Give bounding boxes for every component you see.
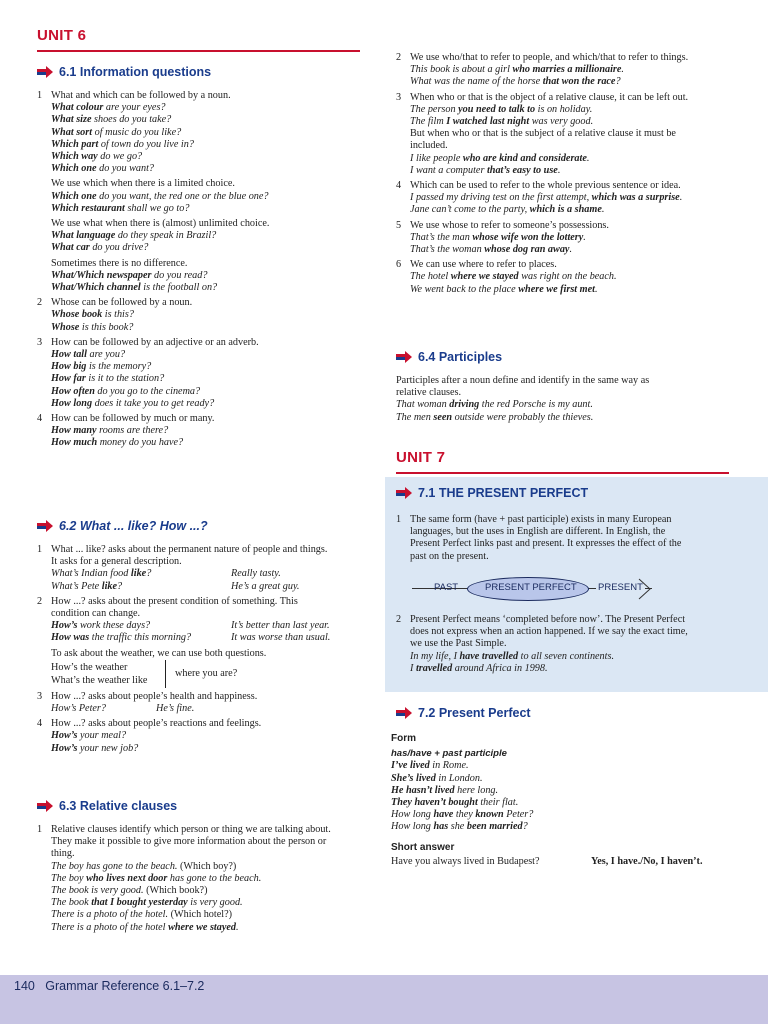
item-number: 1 <box>37 824 43 835</box>
rule-text: When who or that is the object of a relative clause, it can be left out. <box>410 91 689 103</box>
example-question: How’s work these days? <box>51 620 151 632</box>
example-sentence: Jane can’t come to the party, which is a shame. <box>410 204 605 216</box>
example-sentence: What was the name of the horse that won the race? <box>410 76 621 88</box>
example-list <box>37 349 367 410</box>
example-list <box>37 270 367 294</box>
section-7-1-body <box>396 514 736 563</box>
example-sentence: How long does it take you to get ready? <box>51 397 215 409</box>
example-sentence: How long has she been married? <box>391 821 528 833</box>
example-sentence: I’ve lived in Rome. <box>391 760 469 772</box>
example-sentence: How long have they known Peter? <box>391 809 534 821</box>
example-list <box>396 153 736 177</box>
rule-text-line: They make it possible to give more information about the person or <box>51 836 327 848</box>
section-7-2-title: 7.2 Present Perfect <box>418 706 531 720</box>
section-arrow-icon <box>37 800 53 812</box>
section-7-1-title: 7.1 THE PRESENT PERFECT <box>418 486 589 500</box>
rule-text-line: past on the present. <box>410 550 489 562</box>
example-sentence: There is a photo of the hotel where we stayed. <box>51 921 239 933</box>
section-arrow-icon <box>396 487 412 499</box>
rule-text: relative clauses. <box>396 387 462 399</box>
example-list <box>391 760 736 833</box>
item-number: 2 <box>396 52 402 63</box>
item-number: 2 <box>396 614 402 625</box>
short-answer-question: Have you always lived in Budapest? <box>391 855 540 867</box>
section-6-2-heading <box>37 520 208 532</box>
example-list <box>396 192 736 216</box>
example-sentence: What sort of music do you like? <box>51 126 182 138</box>
example-sentence: The person you need to talk to is on holiday. <box>410 103 593 115</box>
item-number: 4 <box>37 718 43 730</box>
example-sentence: I want a computer that’s easy to use. <box>410 164 561 176</box>
item-number: 1 <box>37 90 43 101</box>
example-sentence: She’s lived in London. <box>391 772 483 784</box>
footer-text <box>14 980 204 992</box>
weather-question-1: How’s the weather <box>51 661 128 673</box>
qa-example <box>37 620 367 632</box>
example-sentence: The film I watched last night was very good. <box>410 116 594 128</box>
item-number: 3 <box>37 336 43 348</box>
unit-6-title: UNIT 6 <box>37 27 87 44</box>
section-6-3-body-left <box>37 824 367 934</box>
form-rule: has/have + past participle <box>391 748 507 760</box>
section-6-3-heading <box>37 800 177 812</box>
rule-text: We use who/that to refer to people, and which/that to refer to things. <box>410 52 689 63</box>
section-6-1-title: 6.1 Information questions <box>59 65 212 79</box>
unit-7-rule <box>396 472 729 474</box>
page-footer <box>0 975 768 1024</box>
example-sentence: What colour are your eyes? <box>51 102 166 114</box>
item-number: 1 <box>396 514 402 525</box>
example-sentence: What size shoes do you take? <box>51 114 172 126</box>
rule-text-lines <box>51 824 331 861</box>
example-list <box>396 104 736 128</box>
example-answer: It was worse than usual. <box>231 632 331 644</box>
example-sentence: What/Which channel is the football on? <box>51 282 218 294</box>
item-number: 2 <box>37 595 43 607</box>
qa-example-list <box>37 568 367 592</box>
section-6-4-heading <box>396 351 502 363</box>
example-answer: He’s fine. <box>156 703 195 715</box>
example-sentence: I passed my driving test on the first attempt, which was a surprise. <box>410 192 683 204</box>
section-6-1-body <box>37 90 367 450</box>
section-7-1-heading <box>396 487 588 499</box>
example-sentence: What/Which newspaper do you read? <box>51 269 208 281</box>
section-6-4-body <box>396 375 736 424</box>
rule-text-line: Relative clauses identify which person or thing we are talking about. <box>51 824 331 835</box>
rule-text: Sometimes there is no difference. <box>51 257 188 269</box>
section-6-1-heading <box>37 66 211 78</box>
example-list <box>396 271 736 295</box>
example-sentence: Which way do we go? <box>51 151 143 163</box>
example-list <box>37 102 367 175</box>
form-label: Form <box>391 733 416 744</box>
rule-text-line: The same form (have + past participle) exists in many European <box>410 514 672 525</box>
rule-text-line: Present Perfect links past and present. It expresses the effect of the <box>410 538 682 550</box>
section-arrow-icon <box>396 707 412 719</box>
rule-text-lines <box>410 514 681 563</box>
short-answer-row <box>391 856 736 868</box>
example-sentence: That’s the man whose wife won the lottery. <box>410 231 586 243</box>
item-number: 2 <box>37 297 43 309</box>
qa-example-list <box>37 620 367 644</box>
example-sentence: The book that I bought yesterday is very good. <box>51 897 243 909</box>
example-question: What’s Indian food like? <box>51 568 152 580</box>
example-sentence: Whose is this book? <box>51 321 134 333</box>
weather-question-2: What’s the weather like <box>51 674 148 686</box>
example-sentence: I travelled around Africa in 1998. <box>410 662 548 674</box>
example-sentence: The boy who lives next door has gone to the beach. <box>51 872 262 884</box>
example-sentence: What car do you drive? <box>51 242 149 254</box>
timeline-label-present-perfect: PRESENT PERFECT <box>485 582 577 593</box>
example-answer: Really tasty. <box>231 568 281 580</box>
item-number: 5 <box>396 219 402 231</box>
weather-question-ending: where you are? <box>175 667 238 679</box>
present-perfect-timeline <box>412 576 652 602</box>
item-number: 1 <box>37 544 43 555</box>
example-sentence: The men seen outside were probably the thieves. <box>396 411 594 423</box>
example-sentence: That woman driving the red Porsche is my aunt. <box>396 399 593 411</box>
section-arrow-icon <box>37 66 53 78</box>
rule-text: We use which when there is a limited choice. <box>51 178 235 190</box>
section-arrow-icon <box>396 351 412 363</box>
example-sentence: The boy has gone to the beach. (Which boy?) <box>51 860 237 872</box>
example-sentence: The book is very good. (Which book?) <box>51 885 208 897</box>
brace-line <box>165 660 166 688</box>
rule-text: How ...? asks about people’s reactions and feelings. <box>51 718 262 730</box>
example-sentence: Which restaurant shall we go to? <box>51 202 190 214</box>
rule-text: How can be followed by much or many. <box>51 413 215 425</box>
example-sentence: How much money do you have? <box>51 437 184 449</box>
section-7-2-heading <box>396 707 531 719</box>
rule-text-line: we use the Past Simple. <box>410 638 507 650</box>
footer-label: Grammar Reference 6.1–7.2 <box>45 979 205 993</box>
example-list <box>37 730 367 754</box>
rule-text-line: languages, but the uses in English are different. In English, the <box>410 526 666 538</box>
section-6-2-body <box>37 544 367 755</box>
unit-7-title: UNIT 7 <box>396 449 446 466</box>
unit-6-rule <box>37 50 360 52</box>
timeline-arrow-icon <box>638 578 652 600</box>
rule-text: How ...? asks about the present condition of something. This <box>51 595 298 607</box>
example-sentence: How many rooms are there? <box>51 425 169 437</box>
weather-question-group <box>37 660 367 688</box>
example-sentence: There is a photo of the hotel. (Which hotel?) <box>51 909 232 921</box>
short-answer-label: Short answer <box>391 841 455 853</box>
qa-example <box>37 568 367 580</box>
example-list <box>37 230 367 254</box>
rule-text-lines <box>410 614 688 651</box>
example-sentence: Which one do you want? <box>51 163 155 175</box>
page-number: 140 <box>14 979 35 993</box>
example-sentence: We went back to the place where we first met. <box>410 283 598 295</box>
example-sentence: How often do you go to the cinema? <box>51 385 201 397</box>
item-number: 3 <box>396 91 402 103</box>
example-sentence: I like people who are kind and considerate. <box>410 152 590 164</box>
rule-text: condition can change. <box>51 608 141 620</box>
example-sentence: That’s the woman whose dog ran away. <box>410 244 572 256</box>
rule-text: How ...? asks about people’s health and happiness. <box>51 690 258 702</box>
example-list <box>396 651 736 675</box>
example-sentence: He hasn’t lived here long. <box>391 784 499 796</box>
section-arrow-icon <box>37 520 53 532</box>
example-sentence: Which one do you want, the red one or the blue one? <box>51 190 269 202</box>
timeline-label-past: PAST <box>434 582 459 593</box>
example-list <box>37 191 367 215</box>
example-list <box>37 425 367 449</box>
rule-text: Which can be used to refer to the whole previous sentence or idea. <box>410 180 681 192</box>
section-7-1-body-2 <box>396 614 736 675</box>
section-7-2-body <box>391 733 736 868</box>
section-6-3-title: 6.3 Relative clauses <box>59 799 178 813</box>
example-list <box>396 232 736 256</box>
example-sentence: Which part of town do you live in? <box>51 138 194 150</box>
example-sentence: How far is it to the station? <box>51 373 165 385</box>
example-sentence: The hotel where we stayed was right on the beach. <box>410 271 617 283</box>
rule-text: Participles after a noun define and identify in the same way as <box>396 375 650 386</box>
timeline-label-present: PRESENT <box>598 582 643 593</box>
short-answer-answer: Yes, I have./No, I haven’t. <box>591 855 703 867</box>
example-sentence: This book is about a girl who marries a millionaire. <box>410 64 624 76</box>
item-number: 6 <box>396 259 402 271</box>
rule-text: We can use where to refer to places. <box>410 259 557 271</box>
example-sentence: How tall are you? <box>51 349 126 361</box>
section-6-4-title: 6.4 Participles <box>418 350 503 364</box>
example-sentence: They haven’t bought their flat. <box>391 797 519 809</box>
example-list <box>37 861 367 934</box>
example-list <box>396 64 736 88</box>
example-answer: It’s better than last year. <box>231 620 330 632</box>
rule-text: To ask about the weather, we can use both questions. <box>51 647 267 659</box>
example-sentence: In my life, I have travelled to all seven continents. <box>410 650 614 662</box>
rule-text: We use what when there is (almost) unlimited choice. <box>51 218 270 230</box>
item-number: 4 <box>37 413 43 425</box>
example-question: How’s Peter? <box>51 703 106 715</box>
qa-example <box>37 632 367 644</box>
rule-text: Whose can be followed by a noun. <box>51 297 193 309</box>
rule-text: It asks for a general description. <box>51 556 182 568</box>
qa-example <box>37 703 367 715</box>
example-sentence: How big is the memory? <box>51 361 152 373</box>
item-number: 4 <box>396 180 402 192</box>
rule-text: How can be followed by an adjective or an adverb. <box>51 336 259 348</box>
rule-text-line: thing. <box>51 848 75 860</box>
rule-text-line: Present Perfect means ‘completed before now’. The Present Perfect <box>410 614 686 625</box>
example-sentence: How’s your meal? <box>51 730 127 742</box>
example-sentence: What language do they speak in Brazil? <box>51 230 217 242</box>
section-6-3-body-right <box>396 52 736 296</box>
rule-text: included. <box>410 140 448 152</box>
rule-text: What and which can be followed by a noun. <box>51 90 231 101</box>
example-list <box>396 399 736 423</box>
example-question: What’s Pete like? <box>51 580 123 592</box>
example-sentence: How’s your new job? <box>51 742 139 754</box>
rule-text: But when who or that is the subject of a relative clause it must be <box>410 128 676 140</box>
rule-text: We use whose to refer to someone’s possessions. <box>410 219 609 231</box>
section-6-2-title: 6.2 What ... like? How ...? <box>59 519 208 533</box>
rule-text-line: does not express when an action happened. If we say the exact time, <box>410 626 688 638</box>
example-list <box>37 309 367 333</box>
example-answer: He’s a great guy. <box>231 580 300 592</box>
qa-example <box>37 581 367 593</box>
example-sentence: Whose book is this? <box>51 309 134 321</box>
item-number: 3 <box>37 690 43 702</box>
rule-text: What ... like? asks about the permanent nature of people and things. <box>51 544 328 555</box>
example-question: How was the traffic this morning? <box>51 632 192 644</box>
